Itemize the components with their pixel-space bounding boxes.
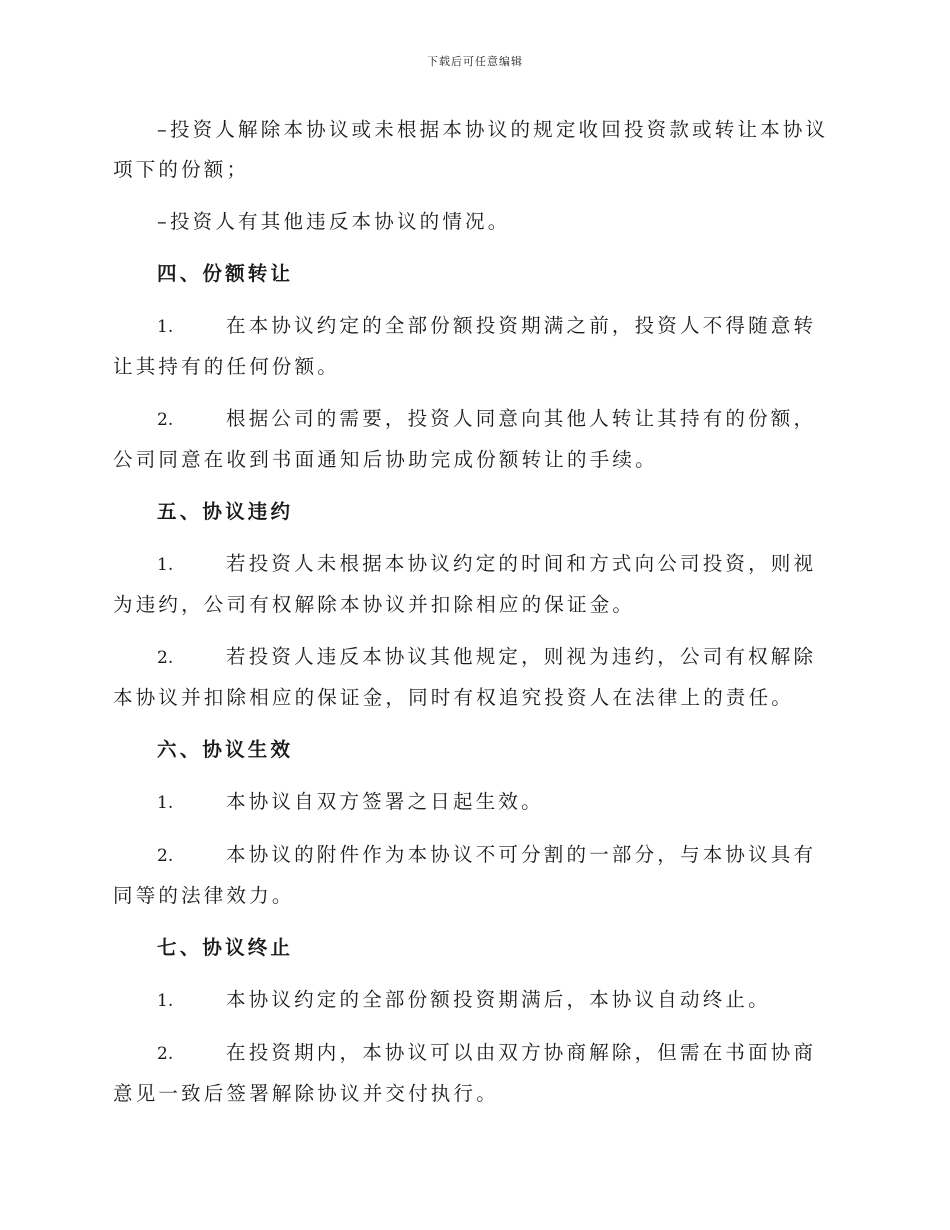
section-heading: 六、协议生效 — [157, 738, 294, 761]
numbered-paragraph — [113, 637, 833, 718]
item-number: 2. — [157, 1044, 174, 1064]
item-number: 2. — [157, 648, 174, 668]
numbered-paragraph — [113, 1033, 833, 1114]
paragraph-text: 本协议的附件作为本协议不可分割的一部分，与本协议具有同等的法律效力。 — [113, 843, 817, 907]
paragraph — [113, 202, 833, 242]
section-heading: 七、协议终止 — [157, 936, 294, 959]
paragraph-text: 在本协议约定的全部份额投资期满之前，投资人不得随意转让其持有的任何份额。 — [113, 314, 817, 378]
paragraph-text: 若投资人违反本协议其他规定，则视为违约，公司有权解除本协议并扣除相应的保证金，同时有权追究投资人在法律上的责任。 — [113, 645, 817, 709]
numbered-paragraph — [113, 835, 833, 916]
item-number: 1. — [157, 793, 174, 813]
paragraph-text: 根据公司的需要，投资人同意向其他人转让其持有的份额，公司同意在收到书面通知后协助完成份额转让的手续。 — [113, 407, 817, 471]
item-number: 2. — [157, 846, 174, 866]
item-number: 1. — [157, 991, 174, 1011]
paragraph-text: –投资人有其他违反本协议的情况。 — [157, 210, 511, 233]
paragraph-text: –投资人解除本协议或未根据本协议的规定收回投资款或转让本协议项下的份额； — [113, 118, 829, 181]
numbered-paragraph — [113, 782, 833, 823]
section-heading: 四、份额转让 — [157, 262, 294, 285]
numbered-paragraph — [113, 306, 833, 387]
paragraph-text: 在投资期内，本协议可以由双方协商解除，但需在书面协商意见一致后签署解除协议并交付执行。 — [113, 1041, 817, 1105]
numbered-paragraph — [113, 399, 833, 480]
item-number: 2. — [157, 410, 174, 430]
numbered-paragraph — [113, 980, 833, 1021]
paragraph-text: 本协议约定的全部份额投资期满后，本协议自动终止。 — [226, 988, 771, 1011]
page-header: 下载后可任意编辑 — [427, 55, 523, 68]
item-number: 1. — [157, 317, 174, 337]
paragraph — [113, 110, 833, 190]
section-heading: 五、协议违约 — [157, 500, 294, 523]
item-number: 1. — [157, 555, 174, 575]
paragraph-text: 本协议自双方签署之日起生效。 — [226, 790, 544, 813]
paragraph-text: 若投资人未根据本协议约定的时间和方式向公司投资，则视为违约，公司有权解除本协议并扣除相应的保证金。 — [113, 552, 817, 616]
numbered-paragraph — [113, 544, 833, 625]
document-body — [113, 110, 833, 1126]
